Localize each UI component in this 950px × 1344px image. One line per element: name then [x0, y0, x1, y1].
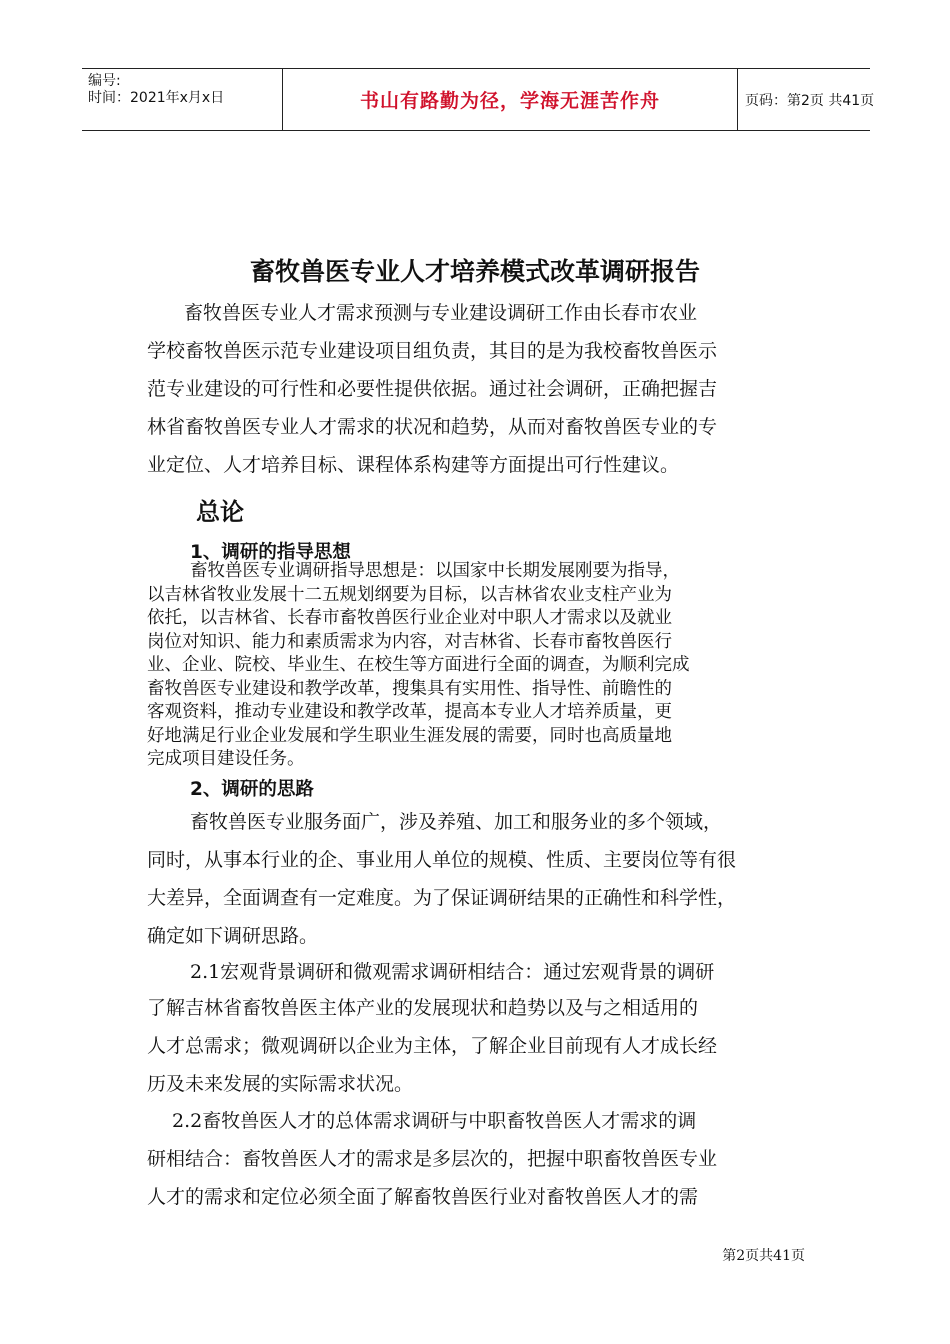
header-motto: 书山有路勤为径，学海无涯苦作舟	[359, 90, 660, 112]
page-header	[82, 68, 875, 131]
paragraph-line: 林省畜牧兽医专业人才需求的状况和趋势，从而对畜牧兽医专业的专	[147, 416, 718, 438]
paragraph-line: 业定位、人才培养目标、课程体系构建等方面提出可行性建议。	[147, 454, 680, 476]
paragraph-line: 研相结合：畜牧兽医人才的需求是多层次的，把握中职畜牧兽医专业	[147, 1148, 718, 1170]
paragraph-line: 范专业建设的可行性和必要性提供依据。通过社会调研，正确把握吉	[147, 378, 718, 400]
paragraph-line: 畜牧兽医专业服务面广，涉及养殖、加工和服务业的多个领域，	[190, 811, 723, 833]
footer-page-info: 第2页共41页	[722, 1248, 805, 1264]
paragraph-line: 好地满足行业企业发展和学生职业生涯发展的需要，同时也高质量地	[147, 726, 672, 746]
paragraph-line: 业、企业、院校、毕业生、在校生等方面进行全面的调查，为顺利完成	[147, 655, 690, 675]
paragraph-line: 大差异，全面调查有一定难度。为了保证调研结果的正确性和科学性，	[147, 887, 737, 909]
header-meta-cell	[82, 69, 282, 130]
paragraph-line: 客观资料，推动专业建设和教学改革，提高本专业人才培养质量，更	[147, 702, 672, 722]
paragraph-line: 历及未来发展的实际需求状况。	[147, 1073, 414, 1095]
paragraph-line: 畜牧兽医专业建设和教学改革，搜集具有实用性、指导性、前瞻性的	[147, 679, 672, 699]
document-time-label: 时间：2021年x月x日	[88, 90, 225, 106]
document-number-label: 编号:	[88, 73, 121, 89]
document-title: 畜牧兽医专业人才培养模式改革调研报告	[249, 257, 700, 286]
paragraph-line: 2.2畜牧兽医人才的总体需求调研与中职畜牧兽医人才需求的调	[172, 1110, 697, 1132]
paragraph-line: 岗位对知识、能力和素质需求为内容，对吉林省、长春市畜牧兽医行	[147, 632, 672, 652]
section-heading-general: 总论	[196, 498, 244, 526]
paragraph-line: 2.1宏观背景调研和微观需求调研相结合：通过宏观背景的调研	[190, 961, 715, 983]
paragraph-line: 了解吉林省畜牧兽医主体产业的发展现状和趋势以及与之相适用的	[147, 997, 699, 1019]
subsection-heading-2: 2、调研的思路	[190, 779, 314, 800]
paragraph-line: 畜牧兽医专业调研指导思想是：以国家中长期发展刚要为指导，	[190, 561, 680, 581]
subsection-heading-1: 1、调研的指导思想	[190, 542, 351, 563]
paragraph-line: 同时，从事本行业的企、事业用人单位的规模、性质、主要岗位等有很	[147, 849, 737, 871]
paragraph-line: 人才的需求和定位必须全面了解畜牧兽医行业对畜牧兽医人才的需	[147, 1186, 699, 1208]
paragraph-line: 以吉林省牧业发展十二五规划纲要为目标，以吉林省农业支柱产业为	[147, 585, 672, 605]
paragraph-line: 人才总需求；微观调研以企业为主体，了解企业目前现有人才成长经	[147, 1035, 718, 1057]
header-page-cell	[737, 69, 875, 130]
paragraph-line: 畜牧兽医专业人才需求预测与专业建设调研工作由长春市农业	[184, 302, 698, 324]
paragraph-line: 依托，以吉林省、长春市畜牧兽医行业企业对中职人才需求以及就业	[147, 608, 672, 628]
paragraph-line: 学校畜牧兽医示范专业建设项目组负责，其目的是为我校畜牧兽医示	[147, 340, 718, 362]
paragraph-line: 确定如下调研思路。	[147, 925, 319, 947]
header-motto-cell	[282, 69, 738, 130]
header-page-info: 页码：第2页 共41页	[745, 92, 875, 109]
paragraph-line: 完成项目建设任务。	[147, 749, 305, 769]
